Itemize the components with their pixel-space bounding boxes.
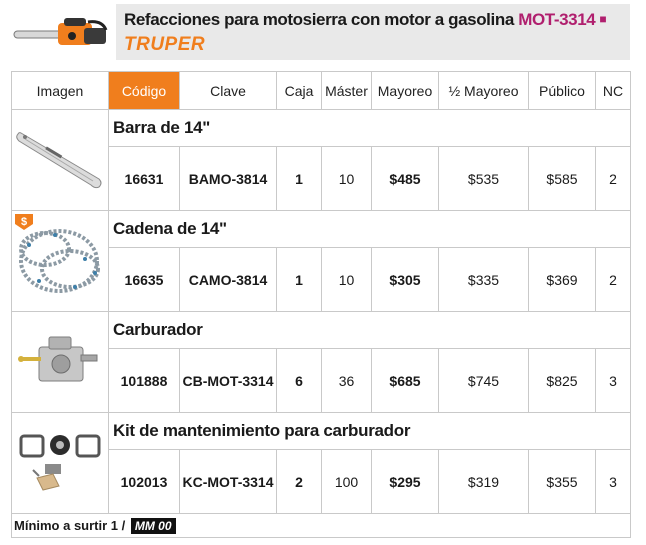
page-title bbox=[124, 10, 606, 30]
cell-codigo: 16635 bbox=[109, 248, 180, 312]
cell-clave: BAMO-3814 bbox=[180, 147, 277, 211]
cell-clave: CAMO-3814 bbox=[180, 248, 277, 312]
chainsaw-bar-icon bbox=[15, 125, 105, 195]
cell-mayoreo: $295 bbox=[372, 450, 439, 514]
col-nc[interactable]: NC bbox=[596, 72, 631, 110]
product-image-cell bbox=[12, 413, 109, 514]
col-imagen[interactable]: Imagen bbox=[12, 72, 109, 110]
cell-codigo: 101888 bbox=[109, 349, 180, 413]
cell-medio-mayoreo: $535 bbox=[439, 147, 529, 211]
cell-mayoreo: $485 bbox=[372, 147, 439, 211]
dollar-badge-symbol: $ bbox=[20, 216, 28, 228]
cell-nc: 2 bbox=[596, 147, 631, 211]
cell-caja: 1 bbox=[277, 248, 322, 312]
cell-medio-mayoreo: $319 bbox=[439, 450, 529, 514]
cell-caja: 6 bbox=[277, 349, 322, 413]
cell-nc: 3 bbox=[596, 349, 631, 413]
col-codigo[interactable]: Código bbox=[109, 72, 180, 110]
cell-master: 10 bbox=[322, 248, 372, 312]
chainsaw-icon bbox=[12, 14, 110, 52]
col-mayoreo[interactable]: Mayoreo bbox=[372, 72, 439, 110]
carburetor-icon bbox=[15, 327, 105, 397]
cell-medio-mayoreo: $745 bbox=[439, 349, 529, 413]
saw-chain-icon bbox=[15, 221, 105, 301]
cell-mayoreo: $305 bbox=[372, 248, 439, 312]
cell-publico: $825 bbox=[529, 349, 596, 413]
footer-text: Mínimo a surtir 1 / bbox=[14, 517, 129, 533]
cell-codigo: 16631 bbox=[109, 147, 180, 211]
cell-publico: $585 bbox=[529, 147, 596, 211]
col-caja[interactable]: Caja bbox=[277, 72, 322, 110]
col-clave[interactable]: Clave bbox=[180, 72, 277, 110]
cell-nc: 3 bbox=[596, 450, 631, 514]
cell-caja: 1 bbox=[277, 147, 322, 211]
cell-mayoreo: $685 bbox=[372, 349, 439, 413]
footer-note bbox=[12, 514, 631, 538]
mm-badge: MM 00 bbox=[131, 518, 176, 534]
model-code: MOT-3314 bbox=[518, 10, 596, 29]
title-text: Refacciones para motosierra con motor a gasolina bbox=[124, 10, 519, 29]
page-header bbox=[0, 0, 646, 62]
cell-publico: $369 bbox=[529, 248, 596, 312]
product-name: Kit de mantenimiento para carburador bbox=[109, 413, 631, 450]
col-medio-mayoreo[interactable]: ½ Mayoreo bbox=[439, 72, 529, 110]
table-header-row bbox=[12, 72, 631, 110]
gasket-kit-icon bbox=[15, 428, 105, 498]
product-image-cell bbox=[12, 110, 109, 211]
cell-nc: 2 bbox=[596, 248, 631, 312]
cell-publico: $355 bbox=[529, 450, 596, 514]
cell-codigo: 102013 bbox=[109, 450, 180, 514]
product-name: Carburador bbox=[109, 312, 631, 349]
cell-clave: KC-MOT-3314 bbox=[180, 450, 277, 514]
product-image-cell bbox=[12, 211, 109, 312]
product-name-row bbox=[12, 312, 631, 349]
cell-clave: CB-MOT-3314 bbox=[180, 349, 277, 413]
product-name: Cadena de 14" bbox=[109, 211, 631, 248]
footer-row bbox=[12, 514, 631, 538]
product-image-cell bbox=[12, 312, 109, 413]
product-name-row bbox=[12, 110, 631, 147]
cell-medio-mayoreo: $335 bbox=[439, 248, 529, 312]
product-name-row bbox=[12, 211, 631, 248]
cell-master: 36 bbox=[322, 349, 372, 413]
col-publico[interactable]: Público bbox=[529, 72, 596, 110]
square-marker: ■ bbox=[599, 12, 607, 26]
cell-master: 100 bbox=[322, 450, 372, 514]
price-table bbox=[11, 71, 631, 538]
cell-master: 10 bbox=[322, 147, 372, 211]
brand-logo: TRUPER bbox=[124, 34, 206, 55]
col-master[interactable]: Máster bbox=[322, 72, 372, 110]
product-name-row bbox=[12, 413, 631, 450]
product-name: Barra de 14" bbox=[109, 110, 631, 147]
cell-caja: 2 bbox=[277, 450, 322, 514]
